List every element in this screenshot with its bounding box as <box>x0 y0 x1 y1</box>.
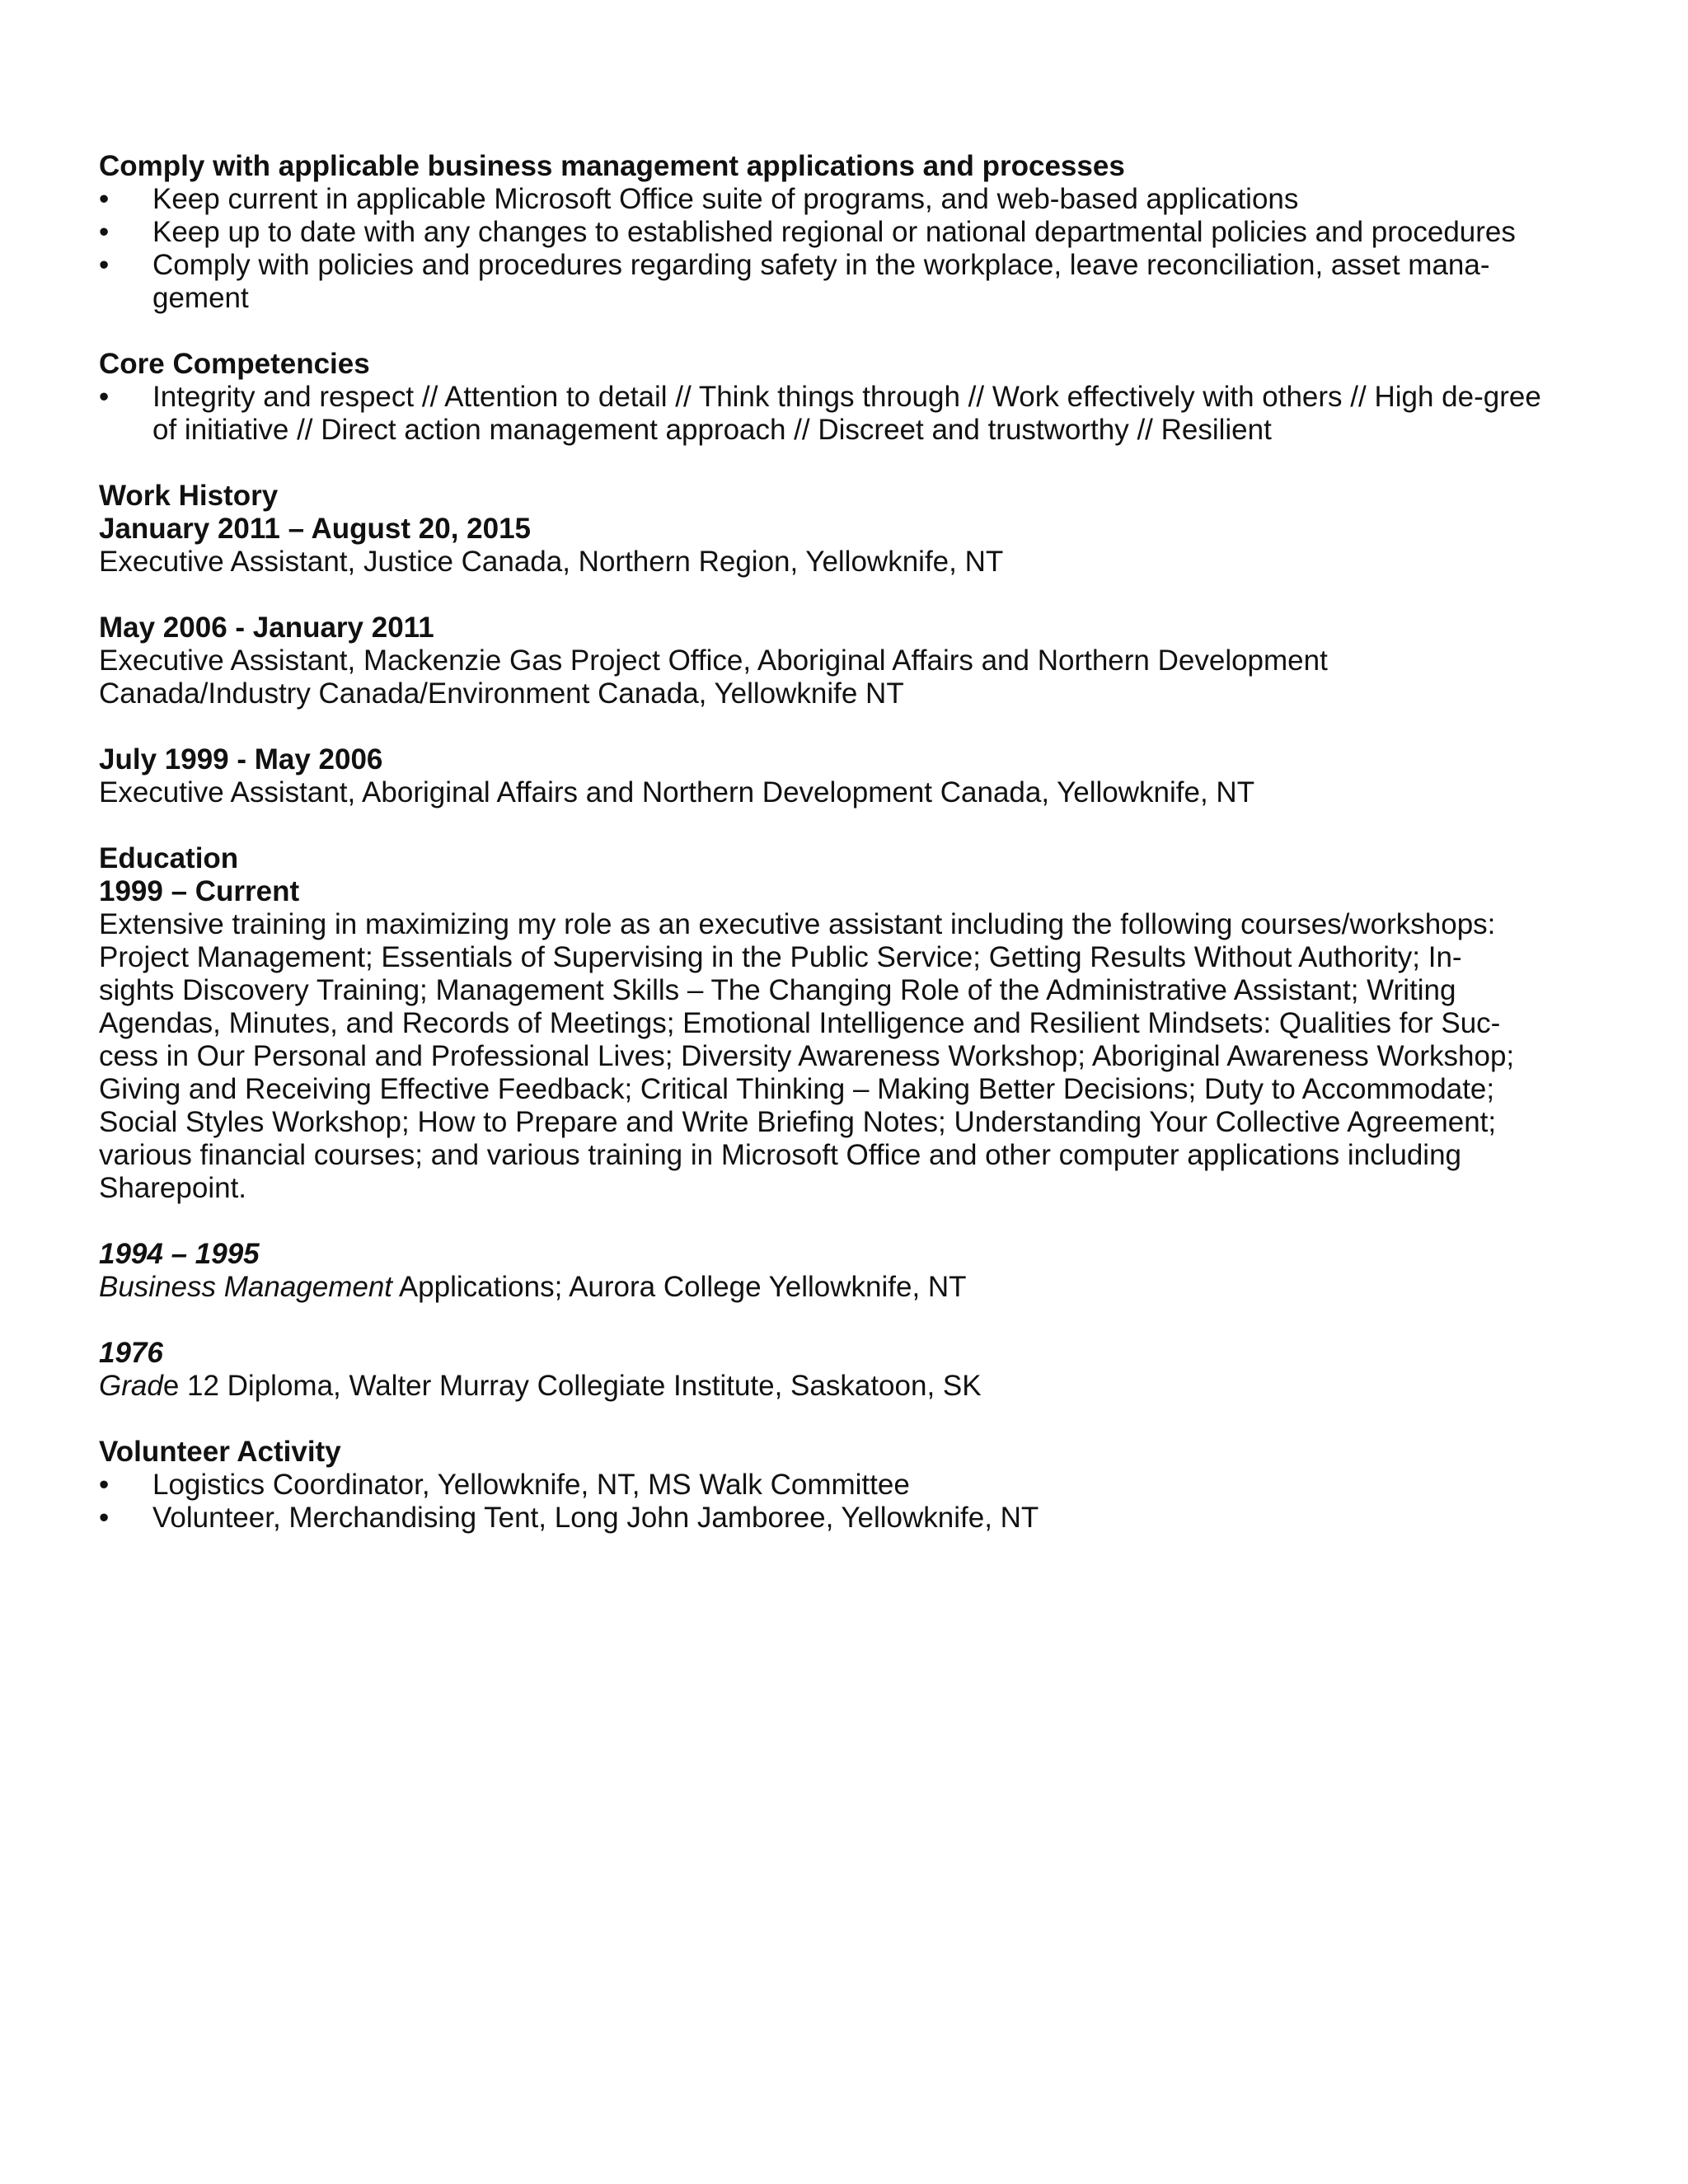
job-description-line: Executive Assistant, Mackenzie Gas Project Office, Aboriginal Affairs and Northern Development <box>99 644 1328 677</box>
bullet: • <box>99 381 110 413</box>
bullet: • <box>99 1469 110 1501</box>
education-line: various financial courses; and various training in Microsoft Office and other computer applications including <box>99 1139 1461 1171</box>
education-program: Grad <box>99 1370 163 1402</box>
education-description <box>99 1370 1599 1403</box>
work-history-section <box>99 480 1599 809</box>
bullet: • <box>99 216 110 248</box>
bullet: • <box>99 249 110 281</box>
education-institution: e 12 Diploma, Walter Murray Collegiate Institute, Saskatoon, SK <box>162 1370 982 1402</box>
education-program: Business Management <box>99 1271 393 1303</box>
list-item <box>99 249 1599 315</box>
volunteer-section <box>99 1436 1599 1535</box>
list-item <box>99 216 1599 249</box>
education-line: Giving and Receiving Effective Feedback; Critical Thinking – Making Better Decisions; Duty to Accommodate; <box>99 1073 1495 1105</box>
list-item <box>99 1502 1599 1535</box>
competencies-section <box>99 348 1599 447</box>
job-dates: July 1999 - May 2006 <box>99 743 383 776</box>
job-description: Executive Assistant, Aboriginal Affairs and Northern Development Canada, Yellowknife, NT <box>99 776 1255 808</box>
list-item <box>99 381 1599 447</box>
job-description: Executive Assistant, Justice Canada, Northern Region, Yellowknife, NT <box>99 546 1004 578</box>
education-dates: 1976 <box>99 1337 163 1369</box>
business-heading: Comply with applicable business management applications and processes <box>99 150 1125 182</box>
education-line: Extensive training in maximizing my role as an executive assistant including the following courses/workshops: <box>99 908 1496 940</box>
competencies-heading: Core Competencies <box>99 348 370 380</box>
volunteer-list <box>99 1469 1599 1535</box>
list-item-text: Comply with policies and procedures regarding safety in the workplace, leave reconciliation, asset mana-gement <box>152 249 1490 314</box>
competencies-list <box>99 381 1599 447</box>
education-dates: 1999 – Current <box>99 875 300 907</box>
job-dates: May 2006 - January 2011 <box>99 612 434 644</box>
volunteer-heading: Volunteer Activity <box>99 1436 341 1468</box>
business-list <box>99 183 1599 315</box>
list-item-text: Integrity and respect // Attention to detail // Think things through // Work effectively with others // High de-gree of initiative // Direct action management approach // Discreet and trustworthy // Resilient <box>152 381 1541 446</box>
list-item-text: Keep current in applicable Microsoft Office suite of programs, and web-based applications <box>152 183 1299 215</box>
resume-content <box>99 150 1599 1535</box>
bullet: • <box>99 1502 110 1534</box>
work-history-heading: Work History <box>99 480 279 512</box>
business-section <box>99 150 1599 315</box>
list-item-text: Volunteer, Merchandising Tent, Long John Jamboree, Yellowknife, NT <box>152 1502 1039 1534</box>
job-description-line: Canada/Industry Canada/Environment Canada, Yellowknife NT <box>99 677 904 710</box>
bullet: • <box>99 183 110 215</box>
education-line: Project Management; Essentials of Supervising in the Public Service; Getting Results Without Authority; In- <box>99 941 1462 973</box>
education-line: Agendas, Minutes, and Records of Meetings; Emotional Intelligence and Resilient Mindsets: Qualities for Suc- <box>99 1007 1501 1039</box>
list-item <box>99 183 1599 216</box>
list-item-text: Logistics Coordinator, Yellowknife, NT, MS Walk Committee <box>152 1469 910 1501</box>
list-item-text: Keep up to date with any changes to established regional or national departmental policies and procedures <box>152 216 1516 248</box>
education-description <box>99 1271 1599 1304</box>
education-line: sights Discovery Training; Management Skills – The Changing Role of the Administrative Assistant; Writing <box>99 974 1456 1006</box>
education-line: Social Styles Workshop; How to Prepare and Write Briefing Notes; Understanding Your Collective Agreement; <box>99 1106 1497 1138</box>
list-item <box>99 1469 1599 1502</box>
education-dates: 1994 – 1995 <box>99 1238 260 1270</box>
education-heading: Education <box>99 842 239 874</box>
education-institution: Applications; Aurora College Yellowknife, NT <box>392 1271 967 1303</box>
education-line: Sharepoint. <box>99 1172 247 1204</box>
education-line: cess in Our Personal and Professional Lives; Diversity Awareness Workshop; Aboriginal Awareness Workshop; <box>99 1040 1515 1072</box>
job-dates: January 2011 – August 20, 2015 <box>99 513 532 545</box>
education-section <box>99 842 1599 1403</box>
